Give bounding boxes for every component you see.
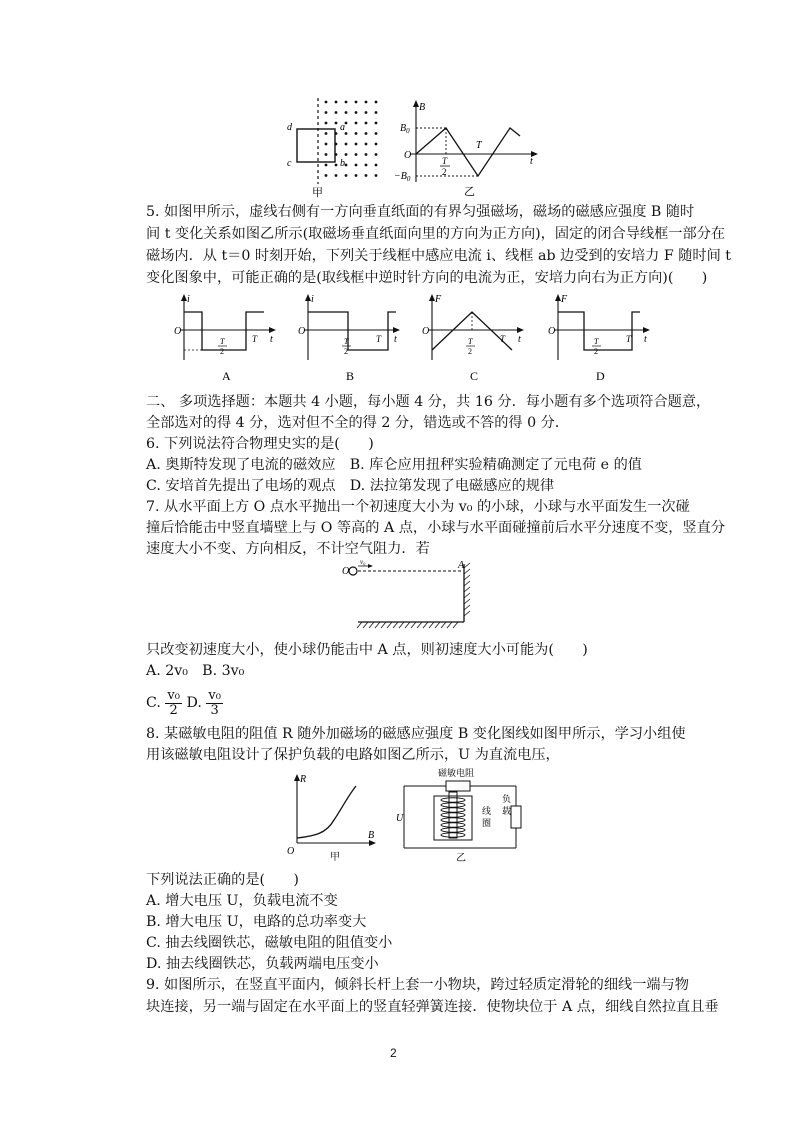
tick-half-t-den: 2 bbox=[442, 167, 447, 177]
q5-tick-t: T bbox=[626, 334, 632, 344]
q5-tick-t: T bbox=[376, 334, 382, 344]
q5-origin: O bbox=[174, 326, 182, 337]
q5-tick-t: T bbox=[252, 334, 258, 344]
q5-axis-t: t bbox=[518, 334, 521, 345]
q8-option-a: A. 增大电压 U，负载电流不变 bbox=[146, 893, 338, 909]
figure-magnetic-field-frame bbox=[284, 96, 384, 198]
q5-axis-label: i bbox=[187, 294, 190, 305]
q8-option-b: B. 增大电压 U，电路的总功率变大 bbox=[146, 914, 367, 930]
q5-origin: O bbox=[298, 326, 306, 337]
q8-label-resistor: 磁敏电阻 bbox=[438, 768, 475, 778]
q5-half-t-num: T bbox=[594, 337, 599, 346]
tick-t: T bbox=[476, 140, 482, 151]
q8-caption-jia: 甲 bbox=[330, 852, 340, 863]
q9-line-2: 块连接，另一端与固定在水平面上的竖直轻弹簧连接．使物块位于 A 点，细线自然拉直且垂 bbox=[146, 999, 719, 1015]
q7-options-ab: A. 2v₀ B. 3v₀ bbox=[146, 663, 245, 679]
q8-label-coil-1: 线 bbox=[482, 806, 492, 816]
axis-label-t: t bbox=[530, 156, 533, 167]
q8-label-coil-2: 圈 bbox=[482, 818, 492, 828]
q5-option-letter: C bbox=[470, 369, 479, 383]
q5-half-t-den: 2 bbox=[344, 347, 348, 356]
corner-label-d: d bbox=[287, 122, 292, 133]
q5-axis-t: t bbox=[394, 334, 397, 345]
q8-origin: O bbox=[287, 846, 295, 857]
q8-line-1: 8. 某磁敏电阻的阻值 R 随外加磁场的磁感应强度 B 变化图线如图甲所示，学习小组使 bbox=[146, 726, 686, 742]
q8-line-2: 用该磁敏电阻设计了保护负载的电路如图乙所示，U 为直流电压， bbox=[146, 747, 560, 763]
q7-figure-wall bbox=[336, 558, 496, 634]
q5-option-letter: A bbox=[222, 369, 231, 383]
q8-label-u: U bbox=[396, 813, 404, 824]
q7-line-3: 速度大小不变、方向相反，不计空气阻力．若 bbox=[146, 541, 430, 557]
q7-line-2: 撞后恰能击中竖直墙壁上与 O 等高的 A 点，小球与水平面碰撞前后水平分速度不变，竖直分 bbox=[146, 520, 726, 536]
q9-line-1: 9. 如图所示，在竖直平面内，倾斜长杆上套一小物块，跨过轻质定滑轮的细线一端与物 bbox=[146, 977, 689, 993]
section-2-heading-line-1: 二、 多项选择题：本题共 4 小题，每小题 4 分，共 16 分．每小题有多个选项符合题意， bbox=[146, 394, 711, 410]
q8-figure-circuit bbox=[394, 766, 528, 864]
q5-axis-t: t bbox=[270, 334, 273, 345]
q5-line-1: 5. 如图甲所示，虚线右侧有一方向垂直纸面的有界匀强磁场，磁场的磁感应强度 B 随时 bbox=[146, 204, 695, 220]
q5-tick-t: T bbox=[500, 334, 506, 344]
q5-axis-label: F bbox=[435, 294, 442, 305]
q5-half-t-num: T bbox=[344, 337, 349, 346]
q8-axis-b: B bbox=[368, 830, 375, 841]
q8-label-load-1: 负 bbox=[502, 794, 512, 804]
q5-axis-t: t bbox=[644, 334, 647, 345]
q8-label-load-2: 载 bbox=[502, 806, 512, 816]
q7-line-1: 7. 从水平面上方 O 点水平抛出一个初速度大小为 v₀ 的小球，小球与水平面发生一次碰 bbox=[146, 499, 690, 515]
label-neg-b0: $-B_0$ bbox=[394, 171, 411, 183]
q5-option-graph-d bbox=[546, 290, 656, 386]
label-b0: $B_0$ bbox=[400, 123, 410, 135]
q7-label-o: O bbox=[342, 566, 350, 577]
corner-label-b: b bbox=[340, 158, 345, 169]
q5-half-t-num: T bbox=[220, 337, 225, 346]
q5-half-t-num: T bbox=[468, 337, 473, 346]
figure-caption-jia: 甲 bbox=[312, 187, 323, 198]
q6-options-cd: C. 安培首先提出了电场的观点 D. 法拉第发现了电磁感应的规律 bbox=[146, 478, 555, 494]
q7-options-cd bbox=[146, 686, 223, 720]
section-2-heading-line-2: 全部选对的得 4 分，选对但不全的得 2 分，错选或不答的得 0 分． bbox=[146, 415, 570, 431]
figure-caption-yi: 乙 bbox=[464, 186, 475, 198]
q7-question: 只改变初速度大小，使小球仍能击中 A 点，则初速度大小可能为( ) bbox=[146, 642, 588, 658]
q7-option-d-fraction: $\frac{\text{v₀}}{3}$ bbox=[208, 687, 221, 718]
q5-line-3: 磁场内．从 t＝0 时刻开始，下列关于线框中感应电流 i、线框 ab 边受到的安培力 F 随时间 t bbox=[146, 248, 731, 264]
q5-option-letter: D bbox=[596, 369, 605, 383]
q7-label-v0: v₀ bbox=[360, 558, 366, 566]
q6-stem: 6. 下列说法符合物理史实的是( ) bbox=[146, 436, 374, 452]
q5-line-2: 间 t 变化关系如图乙所示(取磁场垂直纸面向里的方向为正方向)，固定的闭合导线框一部分在 bbox=[146, 226, 726, 242]
q7-option-c-prefix: C. bbox=[146, 695, 161, 711]
q7-option-c-fraction: $\frac{\text{v₀}}{2}$ bbox=[167, 687, 180, 718]
q5-origin: O bbox=[422, 326, 430, 337]
page-number: 2 bbox=[390, 1046, 397, 1060]
origin-label: O bbox=[404, 150, 412, 161]
q5-option-graph-b bbox=[296, 290, 406, 386]
q8-caption-yi: 乙 bbox=[456, 853, 466, 864]
q5-option-graph-a bbox=[172, 290, 282, 386]
q5-axis-label: F bbox=[561, 294, 568, 305]
q5-line-4: 变化图象中，可能正确的是(取线框中逆时针方向的电流为正，安培力向右为正方向)( ) bbox=[146, 270, 708, 286]
q5-option-letter: B bbox=[346, 369, 355, 383]
axis-label-b: B bbox=[419, 102, 426, 113]
q8-axis-r: R bbox=[300, 774, 307, 785]
q8-option-c: C. 抽去线圈铁芯，磁敏电阻的阻值变小 bbox=[146, 935, 393, 951]
corner-label-c: c bbox=[287, 158, 292, 169]
q5-option-graph-c bbox=[420, 290, 530, 386]
q7-option-d-prefix: D. bbox=[186, 695, 202, 711]
q5-half-t-den: 2 bbox=[468, 347, 472, 356]
q5-half-t-den: 2 bbox=[220, 347, 224, 356]
q8-figure-r-b-graph bbox=[284, 768, 380, 864]
tick-half-t-num: T bbox=[442, 156, 448, 166]
corner-label-a: a bbox=[340, 122, 345, 133]
q5-origin: O bbox=[548, 326, 556, 337]
q5-half-t-den: 2 bbox=[594, 347, 598, 356]
q5-axis-label: i bbox=[311, 294, 314, 305]
q7-label-a: A bbox=[458, 560, 465, 571]
q6-options-ab: A. 奥斯特发现了电流的磁效应 B. 库仑应用扭秤实验精确测定了元电荷 e 的值 bbox=[146, 457, 642, 473]
figure-b-t-graph bbox=[392, 98, 542, 198]
q8-option-d: D. 抽去线圈铁芯，负载两端电压变小 bbox=[146, 956, 379, 972]
q8-stem: 下列说法正确的是( ) bbox=[146, 872, 299, 888]
